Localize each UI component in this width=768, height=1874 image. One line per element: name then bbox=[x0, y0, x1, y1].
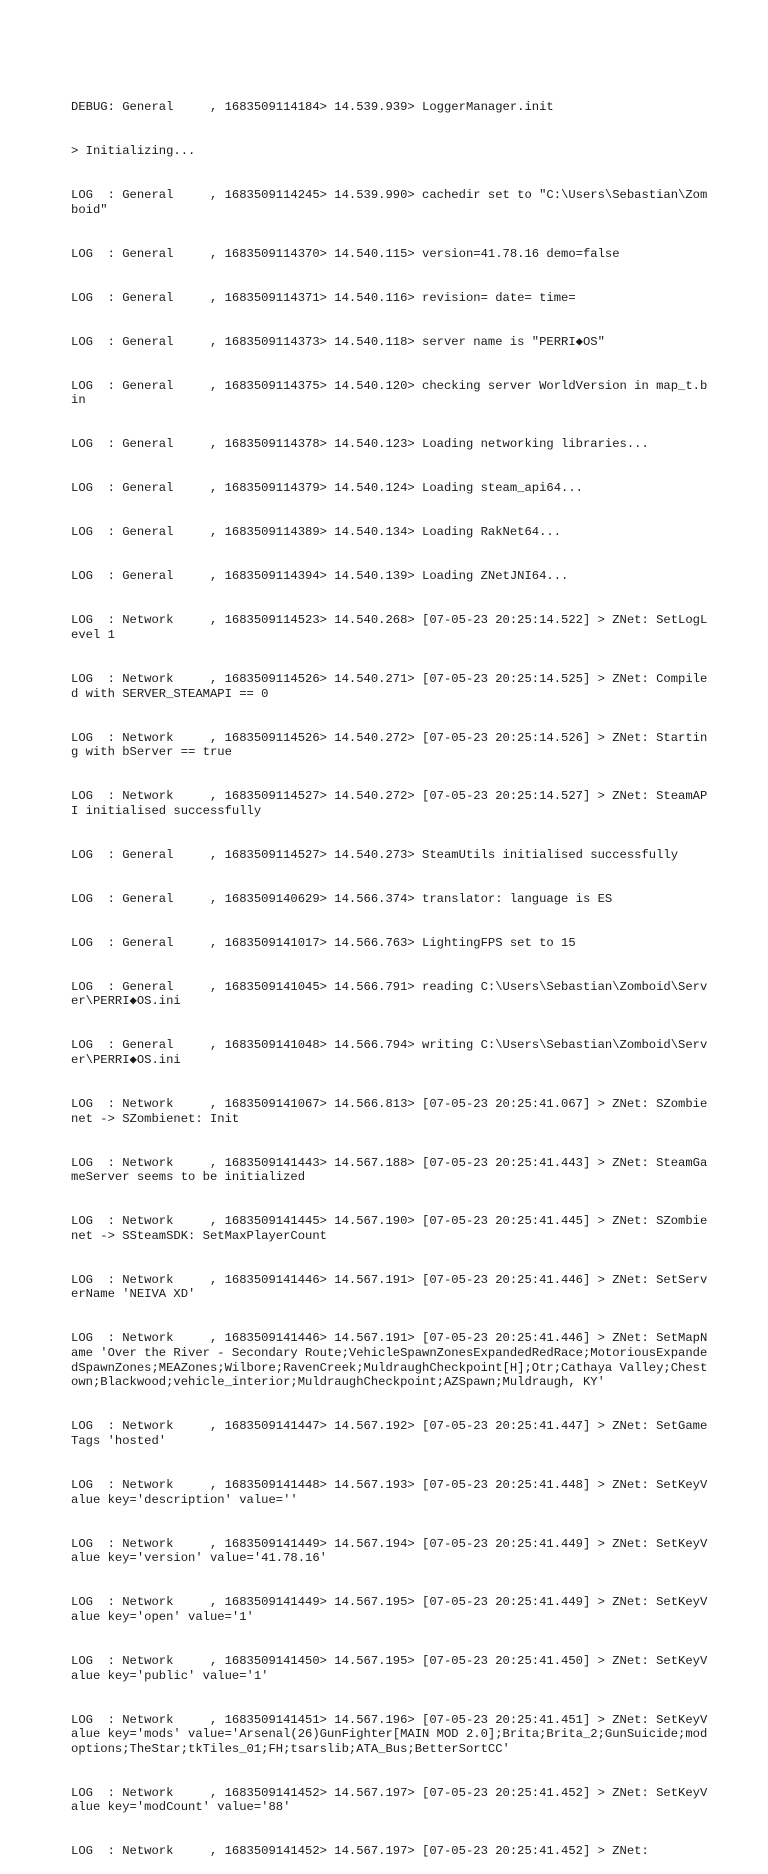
log-line: DEBUG: General , 1683509114184> 14.539.939> LoggerManager.init bbox=[71, 100, 554, 115]
log-line: LOG : Network , 1683509114526> 14.540.271> [07-05-23 20:25:14.525] > ZNet: Compiled with SERVER_STEAMAPI == 0 bbox=[71, 671, 708, 701]
log-line: LOG : General , 1683509114389> 14.540.134> Loading RakNet64... bbox=[71, 525, 562, 540]
log-line: LOG : General , 1683509114371> 14.540.116> revision= date= time= bbox=[71, 290, 576, 305]
log-line: LOG : Network , 1683509114526> 14.540.272> [07-05-23 20:25:14.526] > ZNet: Starting with bServer == true bbox=[71, 730, 708, 760]
log-line: LOG : General , 1683509114527> 14.540.273> SteamUtils initialised successfully bbox=[71, 847, 679, 862]
log-line: LOG : General , 1683509114375> 14.540.120> checking server WorldVersion in map_t.bin bbox=[71, 378, 708, 408]
log-line: LOG : Network , 1683509114523> 14.540.268> [07-05-23 20:25:14.522] > ZNet: SetLogLevel 1 bbox=[71, 613, 708, 642]
log-line: LOG : General , 1683509114370> 14.540.115> version=41.78.16 demo=false bbox=[71, 246, 620, 261]
log-line: LOG : Network , 1683509141448> 14.567.193> [07-05-23 20:25:41.448] > ZNet: SetKeyValue key='description' value='' bbox=[71, 1478, 708, 1507]
log-line: LOG : Network , 1683509141452> 14.567.197> [07-05-23 20:25:41.452] > ZNet: SetKeyValue key='modCount' value='88' bbox=[71, 1785, 708, 1815]
log-line: LOG : Network , 1683509141449> 14.567.194> [07-05-23 20:25:41.449] > ZNet: SetKeyValue key='version' value='41.78.16' bbox=[71, 1536, 708, 1566]
log-line: LOG : Network , 1683509141451> 14.567.196> [07-05-23 20:25:41.451] > ZNet: SetKeyValue key='mods' value='Arsenal(26)GunFighter[MAIN MOD 2.0];Brita;Brita_2;GunSuicide;modoptions;TheStar;tkTiles_01;FH;tsarslib;ATA_Bus;BetterSortCC' bbox=[71, 1712, 708, 1756]
log-line: LOG : General , 1683509114245> 14.539.990> cachedir set to "C:\Users\Sebastian\Zomboid" bbox=[71, 188, 708, 217]
log-line: LOG : General , 1683509141017> 14.566.763> LightingFPS set to 15 bbox=[71, 935, 576, 950]
log-line: LOG : General , 1683509114373> 14.540.118> server name is "PERRI◆OS" bbox=[71, 334, 605, 349]
log-line: LOG : General , 1683509140629> 14.566.374> translator: language is ES bbox=[71, 891, 613, 906]
log-line: LOG : General , 1683509114379> 14.540.124> Loading steam_api64... bbox=[71, 481, 583, 496]
log-line: LOG : General , 1683509141045> 14.566.791> reading C:\Users\Sebastian\Zomboid\Server\PERRI◆OS.ini bbox=[71, 979, 708, 1009]
log-line: LOG : Network , 1683509114527> 14.540.272> [07-05-23 20:25:14.527] > ZNet: SteamAPI initialised successfully bbox=[71, 789, 708, 818]
log-line: LOG : General , 1683509114378> 14.540.123> Loading networking libraries... bbox=[71, 437, 649, 452]
log-line: LOG : Network , 1683509141446> 14.567.191> [07-05-23 20:25:41.446] > ZNet: SetMapName 'Over the River - Secondary Route;VehicleSpawnZonesExpandedRedRace;MotoriousExpandedSpawnZones;MEAZones;Wilbore;RavenCreek;MuldraughCheckpoint[H];Otr;Cathaya Valley;Chestown;Blackwood;vehicle_interior;MuldraughCheckpoint;AZSpawn;Muldraugh, KY' bbox=[71, 1331, 708, 1390]
log-line: LOG : General , 1683509141048> 14.566.794> writing C:\Users\Sebastian\Zomboid\Server\PERRI◆OS.ini bbox=[71, 1038, 708, 1067]
log-line: LOG : Network , 1683509141445> 14.567.190> [07-05-23 20:25:41.445] > ZNet: SZombienet -> SSteamSDK: SetMaxPlayerCount bbox=[71, 1214, 708, 1243]
log-line: LOG : General , 1683509114394> 14.540.139> Loading ZNetJNI64... bbox=[71, 569, 569, 584]
log-line: LOG : Network , 1683509141067> 14.566.813> [07-05-23 20:25:41.067] > ZNet: SZombienet -> SZombienet: Init bbox=[71, 1096, 708, 1126]
log-line: LOG : Network , 1683509141450> 14.567.195> [07-05-23 20:25:41.450] > ZNet: SetKeyValue key='public' value='1' bbox=[71, 1653, 708, 1683]
log-line: LOG : Network , 1683509141447> 14.567.192> [07-05-23 20:25:41.447] > ZNet: SetGameTags 'hosted' bbox=[71, 1419, 708, 1449]
log-line: > Initializing... bbox=[71, 144, 196, 159]
log-line: LOG : Network , 1683509141446> 14.567.191> [07-05-23 20:25:41.446] > ZNet: SetServerName 'NEIVA XD' bbox=[71, 1272, 708, 1302]
log-line: LOG : Network , 1683509141452> 14.567.197> [07-05-23 20:25:41.452] > ZNet: bbox=[71, 1844, 649, 1859]
log-text bbox=[71, 71, 711, 1874]
log-line: LOG : Network , 1683509141449> 14.567.195> [07-05-23 20:25:41.449] > ZNet: SetKeyValue key='open' value='1' bbox=[71, 1595, 708, 1624]
log-line: LOG : Network , 1683509141443> 14.567.188> [07-05-23 20:25:41.443] > ZNet: SteamGameServer seems to be initialized bbox=[71, 1155, 708, 1185]
